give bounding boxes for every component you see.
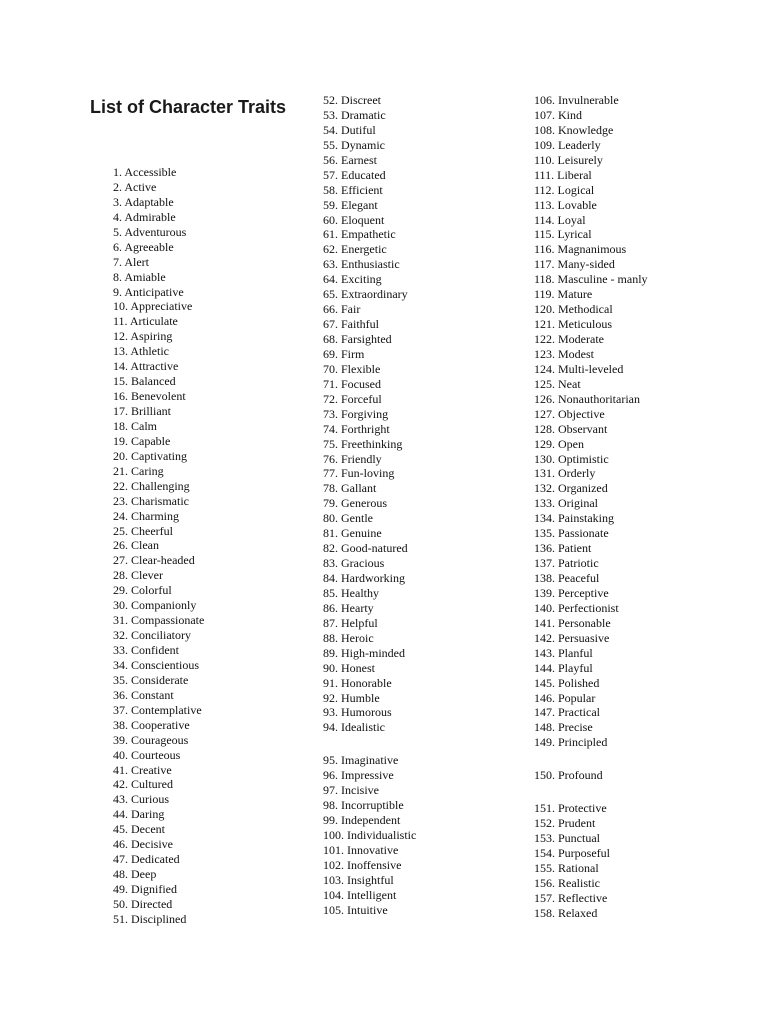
trait-list-item: 44. Daring	[113, 807, 165, 822]
trait-list-item: 77. Fun-loving	[323, 466, 395, 481]
trait-list-item: 158. Relaxed	[534, 905, 598, 920]
trait-list-item: 69. Firm	[323, 346, 365, 361]
trait-list-item: 58. Efficient	[323, 182, 383, 197]
trait-list-item: 99. Independent	[323, 813, 401, 828]
trait-list-item: 2. Active	[113, 179, 157, 194]
trait-list-item: 4. Admirable	[113, 209, 176, 224]
trait-list-item: 64. Exciting	[323, 272, 382, 287]
trait-list-item: 100. Individualistic	[323, 828, 417, 842]
trait-list-item: 41. Creative	[113, 762, 172, 777]
trait-list-item: 133. Original	[534, 496, 598, 511]
trait-list-item: 154. Purposeful	[534, 846, 610, 860]
trait-list-item: 151. Protective	[534, 801, 607, 816]
trait-list-item: 28. Clever	[113, 568, 163, 583]
trait-list-item: 17. Brilliant	[113, 404, 171, 418]
trait-column-3	[534, 93, 648, 921]
trait-list-item: 31. Compassionate	[113, 613, 205, 628]
trait-list-item: 98. Incorruptible	[323, 798, 404, 813]
trait-list-item: 73. Forgiving	[323, 406, 389, 421]
trait-list-item: 88. Heroic	[323, 630, 374, 645]
trait-list-item: 84. Hardworking	[323, 571, 405, 585]
trait-list-item: 103. Insightful	[323, 872, 394, 887]
trait-list-item: 13. Athletic	[113, 344, 169, 359]
trait-list-item: 10. Appreciative	[113, 299, 193, 314]
trait-list-item: 32. Conciliatory	[113, 628, 191, 643]
trait-list-item: 54. Dutiful	[323, 122, 376, 137]
trait-list-item: 120. Methodical	[534, 302, 613, 317]
trait-list-item: 76. Friendly	[323, 451, 382, 466]
trait-list-item: 65. Extraordinary	[323, 287, 408, 302]
trait-list-item: 148. Precise	[534, 720, 593, 735]
trait-list-item: 85. Healthy	[323, 585, 379, 600]
trait-list-item: 153. Punctual	[534, 831, 600, 846]
trait-list-item: 83. Gracious	[323, 556, 385, 571]
trait-list-item: 59. Elegant	[323, 197, 378, 212]
trait-list-item: 157. Reflective	[534, 890, 608, 905]
trait-list-item: 94. Idealistic	[323, 720, 385, 735]
trait-list-item: 82. Good-natured	[323, 541, 408, 556]
trait-list-item: 56. Earnest	[323, 152, 377, 167]
trait-list-item: 107. Kind	[534, 107, 582, 122]
trait-list-item: 108. Knowledge	[534, 122, 614, 137]
trait-list-item: 55. Dynamic	[323, 137, 385, 152]
trait-list-item: 15. Balanced	[113, 374, 176, 389]
trait-list-item: 115. Lyrical	[534, 227, 592, 242]
trait-list-item: 25. Cheerful	[113, 523, 173, 538]
trait-list-item: 68. Farsighted	[323, 332, 392, 346]
trait-list-item: 97. Incisive	[323, 783, 379, 798]
trait-list-item: 78. Gallant	[323, 481, 377, 496]
trait-list-item: 152. Prudent	[534, 816, 596, 831]
trait-list-item: 37. Contemplative	[113, 702, 202, 717]
trait-list-item: 71. Focused	[323, 376, 381, 391]
trait-list-item: 62. Energetic	[323, 242, 387, 257]
trait-list-item: 112. Logical	[534, 182, 595, 197]
trait-list-item: 134. Painstaking	[534, 511, 614, 526]
trait-list-item: 50. Directed	[113, 896, 173, 911]
trait-column-2	[323, 93, 416, 918]
trait-list-item: 18. Calm	[113, 418, 157, 433]
trait-list-item: 155. Rational	[534, 860, 599, 875]
trait-list-item: 5. Adventurous	[113, 224, 187, 239]
trait-list-item: 138. Peaceful	[534, 571, 600, 585]
trait-list-item: 33. Confident	[113, 643, 179, 657]
trait-list-item: 36. Constant	[113, 687, 174, 702]
trait-column-1	[113, 165, 204, 927]
trait-list-item: 113. Lovable	[534, 197, 597, 212]
trait-list-item: 26. Clean	[113, 538, 159, 553]
trait-list-item: 66. Fair	[323, 302, 361, 317]
trait-list-item: 63. Enthusiastic	[323, 257, 400, 272]
trait-list-item: 14. Attractive	[113, 359, 179, 374]
trait-list-item: 8. Amiable	[113, 269, 166, 284]
trait-list-item: 114. Loyal	[534, 212, 586, 227]
trait-list-item: 125. Neat	[534, 376, 581, 391]
trait-list-item: 12. Aspiring	[113, 329, 173, 344]
trait-list-item: 6. Agreeable	[113, 239, 174, 254]
trait-list-item: 123. Modest	[534, 346, 594, 361]
trait-list-item: 57. Educated	[323, 167, 386, 182]
trait-list-item: 106. Invulnerable	[534, 93, 619, 107]
trait-list-item: 9. Anticipative	[113, 284, 184, 299]
trait-list-item: 150. Profound	[534, 768, 603, 783]
trait-list-item: 144. Playful	[534, 660, 593, 675]
trait-list-item: 137. Patriotic	[534, 556, 599, 571]
trait-list-item: 127. Objective	[534, 406, 605, 421]
trait-list-item: 38. Cooperative	[113, 717, 190, 732]
trait-list-item: 16. Benevolent	[113, 389, 186, 404]
trait-list-item: 96. Impressive	[323, 768, 394, 783]
trait-list-item: 130. Optimistic	[534, 451, 609, 466]
trait-list-item: 117. Many-sided	[534, 257, 615, 272]
trait-list-item: 67. Faithful	[323, 317, 379, 332]
trait-list-item: 43. Curious	[113, 792, 170, 807]
trait-list-item: 48. Deep	[113, 867, 157, 882]
trait-list-item: 49. Dignified	[113, 882, 177, 896]
trait-list-item: 22. Challenging	[113, 478, 190, 493]
trait-list-item: 91. Honorable	[323, 675, 392, 690]
trait-list-item: 27. Clear-headed	[113, 553, 195, 568]
trait-list-item: 86. Hearty	[323, 600, 374, 615]
trait-list-item: 132. Organized	[534, 481, 608, 496]
trait-list-item: 147. Practical	[534, 705, 600, 720]
trait-list-item: 23. Charismatic	[113, 493, 189, 508]
trait-list-item: 42. Cultured	[113, 777, 173, 792]
trait-list-item: 81. Genuine	[323, 526, 382, 541]
trait-list-item: 29. Colorful	[113, 583, 172, 598]
trait-list-item: 19. Capable	[113, 433, 171, 448]
trait-list-item: 102. Inoffensive	[323, 857, 402, 872]
trait-list-item: 156. Realistic	[534, 875, 600, 890]
trait-list-item: 46. Decisive	[113, 837, 173, 852]
trait-list-item: 146. Popular	[534, 690, 596, 705]
trait-list-item: 35. Considerate	[113, 672, 189, 687]
trait-list-item: 75. Freethinking	[323, 436, 403, 451]
trait-list-item: 61. Empathetic	[323, 227, 396, 242]
trait-list-item: 121. Meticulous	[534, 317, 612, 332]
trait-list-item: 60. Eloquent	[323, 212, 385, 227]
trait-list-item: 143. Planful	[534, 645, 593, 660]
trait-list-item: 145. Polished	[534, 675, 600, 690]
trait-list-item: 45. Decent	[113, 822, 165, 837]
trait-list-item: 70. Flexible	[323, 361, 381, 376]
trait-list-item: 51. Disciplined	[113, 911, 187, 926]
trait-list-item: 109. Leaderly	[534, 137, 601, 152]
trait-list-item: 149. Principled	[534, 735, 608, 750]
trait-list-item: 110. Leisurely	[534, 152, 603, 167]
trait-list-item: 74. Forthright	[323, 421, 390, 436]
trait-list-item: 7. Alert	[113, 254, 149, 269]
trait-list-item: 11. Articulate	[113, 314, 178, 329]
trait-list-item: 80. Gentle	[323, 511, 373, 526]
trait-list-item: 118. Masculine - manly	[534, 272, 648, 287]
trait-list-item: 105. Intuitive	[323, 902, 388, 917]
trait-list-item: 79. Generous	[323, 496, 387, 511]
trait-list-item: 87. Helpful	[323, 615, 378, 630]
trait-list-item: 116. Magnanimous	[534, 242, 627, 257]
trait-list-item: 47. Dedicated	[113, 852, 180, 867]
trait-list-item: 111. Liberal	[534, 167, 592, 182]
trait-list-item: 40. Courteous	[113, 747, 181, 762]
trait-list-item: 140. Perfectionist	[534, 600, 619, 615]
trait-list-item: 119. Mature	[534, 287, 593, 302]
trait-list-item: 101. Innovative	[323, 842, 399, 857]
page-title: List of Character Traits	[90, 97, 287, 117]
trait-list-item: 135. Passionate	[534, 526, 609, 541]
trait-list-item: 104. Intelligent	[323, 887, 397, 902]
trait-list-item: 122. Moderate	[534, 332, 604, 346]
trait-list-item: 20. Captivating	[113, 448, 187, 463]
trait-list-item: 124. Multi-leveled	[534, 361, 624, 376]
trait-list-item: 136. Patient	[534, 541, 592, 556]
trait-list-item: 72. Forceful	[323, 391, 382, 406]
trait-list-item: 90. Honest	[323, 660, 375, 675]
trait-list-item: 34. Conscientious	[113, 657, 199, 672]
trait-list-item: 24. Charming	[113, 508, 179, 523]
trait-list-item: 128. Observant	[534, 421, 608, 436]
trait-list-item: 129. Open	[534, 436, 584, 451]
trait-list-item: 142. Persuasive	[534, 630, 610, 645]
trait-list-item: 39. Courageous	[113, 732, 189, 747]
trait-list-item: 30. Companionly	[113, 598, 197, 613]
trait-list-item: 93. Humorous	[323, 705, 392, 720]
trait-list-item: 139. Perceptive	[534, 585, 609, 600]
trait-list-item: 1. Accessible	[113, 165, 177, 179]
trait-list-item: 92. Humble	[323, 690, 380, 705]
trait-list-item: 89. High-minded	[323, 645, 405, 660]
trait-list-item: 53. Dramatic	[323, 107, 386, 122]
trait-list-item: 21. Caring	[113, 463, 164, 478]
trait-list-item: 52. Discreet	[323, 93, 381, 107]
trait-list-item: 126. Nonauthoritarian	[534, 391, 640, 406]
trait-list-item: 141. Personable	[534, 615, 611, 630]
trait-list-item: 131. Orderly	[534, 466, 596, 481]
trait-list-item: 95. Imaginative	[323, 753, 399, 768]
trait-list-item: 3. Adaptable	[113, 194, 174, 209]
